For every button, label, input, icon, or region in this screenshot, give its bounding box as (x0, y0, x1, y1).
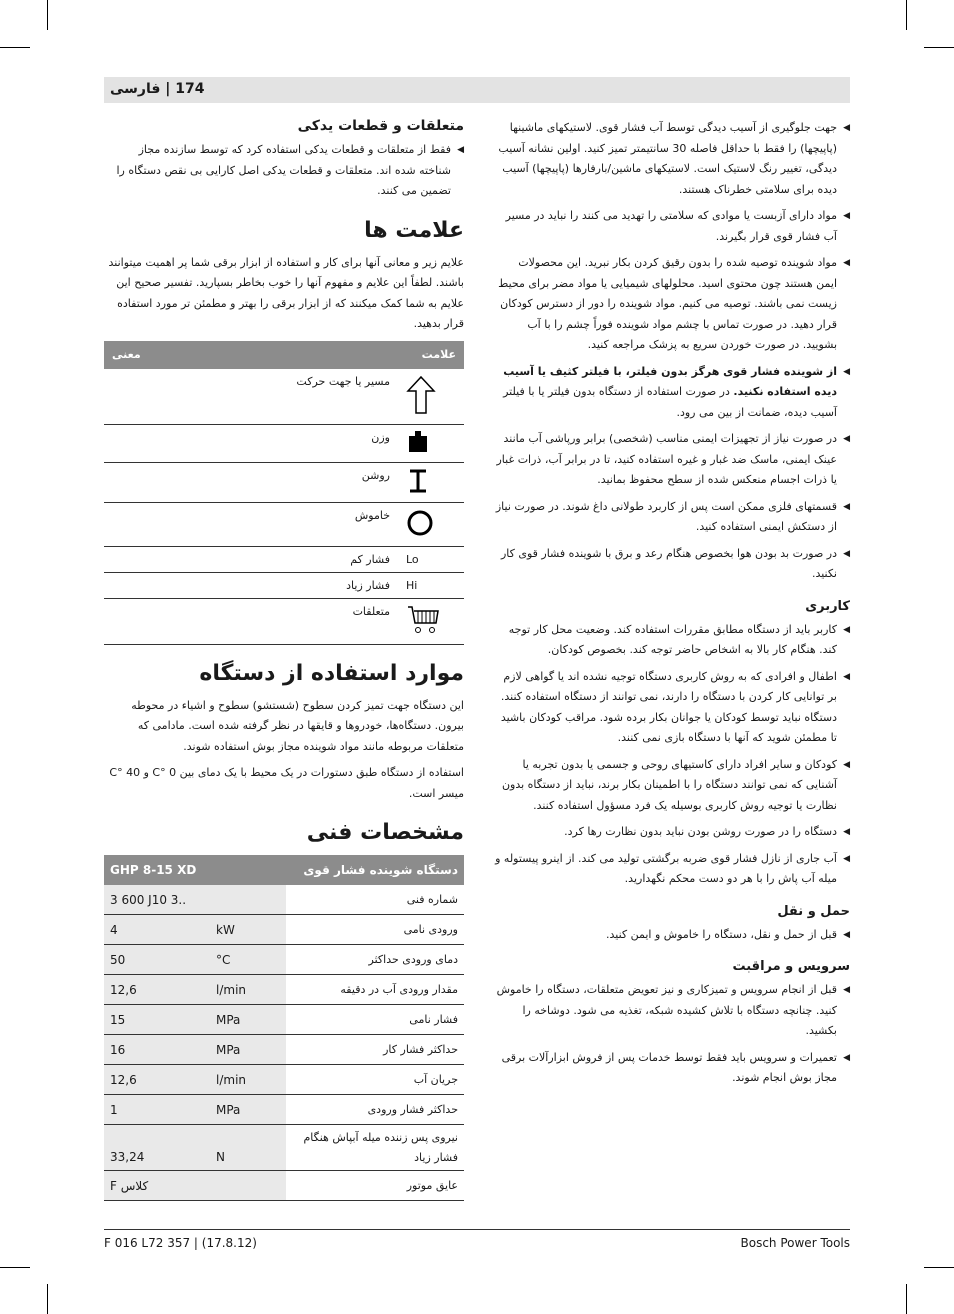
crop-mark (0, 1267, 30, 1268)
spec-name: فشار نامی (286, 1005, 464, 1035)
symbols-heading: علامت ها (364, 217, 464, 243)
spec-value: 1 (104, 1095, 210, 1125)
safety-item-text: در صورت استفاده از دستگاه بدون فیلتر یا با فیلتر آسیب دیده، ضمانت از بین می رود. (503, 385, 837, 419)
crop-mark (924, 1267, 954, 1268)
table-row (104, 915, 464, 945)
transport-item: ◀ قبل از حمل و نقل، دستگاه را خاموش و ایمن کنید. (494, 925, 850, 946)
spec-value: 12,6 (104, 1065, 210, 1095)
symbols-col-meaning: معنی (104, 341, 398, 369)
safety-item: ◀ مواد شوینده توصیه شده را بدون رقیق کردن بکار نبرید. این محصولات ایمن هستند چون محتوی اسید. محلولهای شیمیایی یا مواد مضر برای محیط زیست نمی باشند. توصیه می کنیم. مواد شوینده را دور از دسترس کودکان قرار دهید. در صورت تماس با چشم مواد شوینده فوراً چشم را با آب بشویید. در صورت خوردن سریع به پزشک مراجعه کنید. (494, 253, 850, 356)
footer-brand: Bosch Power Tools (740, 1236, 850, 1250)
crop-mark (47, 1284, 48, 1314)
table-row (104, 598, 464, 644)
spec-unit: MPa (210, 1035, 286, 1065)
work-item: ◀ اطفال و افرادی که به روش کاربری دستگاه توجیه نشده اند یا گواهی لازم بر توانایی کار کردن با دستگاه را دارند، نمی توانند از دستگاه استفاده کنند. دستگاه نباید توسط کودکان یا جوانان بکار برده شود. مراقب کودکان باشید تا مطمئن شوید که آنها با دستگاه بازی نمی کنند. (494, 667, 850, 749)
table-row (104, 424, 464, 462)
crop-mark (906, 0, 907, 30)
page-number-label: 174 | فارسی (110, 81, 205, 97)
safety-item-bold: از شوینده فشار قوی هرگز بدون فیلتر، با فیلتر کثیف یا آسیب دیده استفاده نکنید. (503, 364, 837, 398)
spec-name: مقدار ورودی آب در دقیقه (286, 975, 464, 1005)
table-row (104, 502, 464, 546)
safety-item: ◀ مواد دارای آزبست یا موادی که سلامتی را تهدید می کنند را نباید در مسیر آب فشار قوی قرار بگیرند. (494, 206, 850, 247)
symbol-meaning: وزن (104, 424, 398, 462)
spec-unit (210, 885, 286, 915)
accessories-heading: متعلقات و قطعات یدکی (297, 118, 464, 134)
spec-value: 33,24 (104, 1125, 210, 1171)
work-item: ◀ آب جاری از نازل فشار قوی ضربه برگشتی تولید می کند. از اینرو پیستوله و میله آب پاش را با هر دو دست محکم نگهدارید. (494, 849, 850, 890)
symbol-meaning: مسیر یا جهت حرکت (104, 369, 398, 425)
spec-unit: MPa (210, 1005, 286, 1035)
spec-name: دمای ورودی حداکثر (286, 945, 464, 975)
safety-item: ◀ قسمتهای فلزی ممکن است پس از کاربرد طولانی داغ شوند. در صورت نیاز از دستکش ایمنی استفاده کنید. (494, 497, 850, 538)
table-row (104, 1095, 464, 1125)
symbol-meaning: خاموش (104, 502, 398, 546)
spec-name: ورودی نامی (286, 915, 464, 945)
spec-name: شماره فنی (286, 885, 464, 915)
spec-unit: kW (210, 915, 286, 945)
page-footer (104, 1229, 850, 1250)
footer-doc-number: F 016 L72 357 | (17.8.12) (104, 1236, 257, 1250)
spec-unit: °C (210, 945, 286, 975)
crop-mark (0, 47, 30, 48)
spec-value: 4 (104, 915, 210, 945)
table-row (104, 546, 464, 572)
usage-paragraph: استفاده از دستگاه طبق دستورات در یک محیط با یک دمای بین 0 °C و 40 °C میسر است. (109, 766, 464, 800)
spec-value: 50 (104, 945, 210, 975)
spec-value: 12,6 (104, 975, 210, 1005)
table-row (104, 885, 464, 915)
table-row (104, 572, 464, 598)
safety-item: ◀ در صورت نیاز از تجهیزات ایمنی مناسب (شخصی) برابر ورپاشی آب مانند عینک ایمنی، ماسک ضد غبار و غیره استفاده کنید، تا در برابر آب، ذرات غبار یا ذرات اجسام منعکس شده از سطح محفوظ بمانید. (494, 429, 850, 491)
work-item: ◀ دستگاه را در صورت روشن بودن نباید بدون نظارت رها کرد. (494, 822, 850, 843)
table-row (104, 462, 464, 502)
spec-unit: l/min (210, 1065, 286, 1095)
usage-heading: موارد استفاده از دستگاه (199, 660, 464, 686)
safety-item (494, 362, 850, 424)
right-column (494, 118, 850, 1095)
table-row (104, 1171, 464, 1201)
left-column (104, 118, 464, 1201)
crop-mark (924, 47, 954, 48)
accessories-paragraph: ◀ فقط از متعلقات و قطعات یدکی استفاده کرد که توسط سازنده مجاز شناخته شده اند. متعلقات و قطعات یدکی اصل کارایی بی نقص دستگاه را تضمین می کنند. (104, 140, 464, 202)
safety-item: ◀ در صورت بد بودن هوا بخصوص هنگام رعد و برق با شوینده فشار قوی کار نکنید. (494, 544, 850, 585)
spec-name: جریان آب (286, 1065, 464, 1095)
specs-model: GHP 8-15 XD (104, 855, 286, 885)
table-row (104, 945, 464, 975)
service-item: ◀ قبل از انجام سرویس و تمیزکاری و نیز تعویض متعلقات، دستگاه را خاموش کنید. چنانچه دستگاه با تلاش کشیده شبکه، تغذیه می شود. دوشاخه را بکشید. (494, 980, 850, 1042)
symbol-text: Lo (398, 546, 464, 572)
cart-icon (398, 598, 464, 644)
on-icon (398, 462, 464, 502)
table-row (104, 975, 464, 1005)
spec-unit (210, 1171, 286, 1201)
symbol-text: Hi (398, 572, 464, 598)
specs-heading: مشخصات فنی (306, 820, 464, 845)
page-header-bar (104, 77, 850, 103)
work-item: ◀ کاربر باید از دستگاه مطابق مقررات استفاده کند. وضعیت محل کار توجه کند. هنگام کار بالا به اشخاص حاضر توجه کند. بخصوص کودکان. (494, 620, 850, 661)
service-item: ◀ تعمیرات و سرویس باید فقط توسط خدمات پس از فروش ابزارآلات برقی مجاز بوش انجام شوند. (494, 1048, 850, 1089)
spec-unit: l/min (210, 975, 286, 1005)
crop-mark (906, 1284, 907, 1314)
work-heading: کاربری (805, 598, 850, 614)
spec-value: 3 600 J10 3.. (104, 885, 210, 915)
symbol-meaning: فشار زیاد (104, 572, 398, 598)
off-icon (398, 502, 464, 546)
symbol-meaning: روشن (104, 462, 398, 502)
spec-value: 16 (104, 1035, 210, 1065)
table-row (104, 369, 464, 425)
crop-mark (47, 0, 48, 30)
weight-icon (398, 424, 464, 462)
spec-value: 15 (104, 1005, 210, 1035)
symbols-intro: علایم زیر و معانی آنها برای کار و استفاده از ابزار برقی شما پر اهمیت میتوانند باشند. لطفاً این علایم و مفهوم آنها را خوب بخاطر بسپارید. تفسیر صحیح این علایم به شما کمک میکنند که از ابزار برقی را بهتر و مطمئن تر مورد استفاده قرار بدهید. (108, 255, 464, 330)
spec-unit: MPa (210, 1095, 286, 1125)
symbol-meaning: فشار کم (104, 546, 398, 572)
spec-value: F کلاس (104, 1171, 210, 1201)
direction-arrow-icon (398, 369, 464, 425)
symbol-meaning: متعلقات (104, 598, 398, 644)
spec-name: حداکثر فشار ورودی (286, 1095, 464, 1125)
spec-name: حداکثر فشار کار (286, 1035, 464, 1065)
transport-heading: حمل و نقل (777, 903, 850, 919)
work-item: ◀ کودکان و سایر افراد دارای کاستیهای روحی و جسمی یا بدون تجربه یا آشنایی که نمی توانند دستگاه را با اطمینان بکار برند، نباید از دستگاه بدون نظارت یا توجیه روش کاربری بوسیله یک فرد مسؤول استفاده کنند. (494, 755, 850, 817)
symbols-table (104, 341, 464, 645)
specs-device-label: دستگاه شوینده فشار قوی (286, 855, 464, 885)
safety-item: ◀ جهت جلوگیری از آسیب دیدگی توسط آب فشار قوی. لاستیکهای ماشینها (پاپیچها) را فقط با حداقل فاصله 30 سانتیمتر تمیز کنید. اولین نشانه آسیب دیدگی، تغییر رنگ لاستیک است. لاستیکهای ماشین/بارفارها (پاپیچها) آسیب دیده برای سلامتی خطرناک هستند. (494, 118, 850, 200)
symbols-col-symbol: علامت (398, 341, 464, 369)
table-row (104, 1005, 464, 1035)
service-heading: سرویس و مراقبت (732, 959, 850, 974)
spec-name: نیروی پس زننده میله آبپاش هنگام فشار زیاد (286, 1125, 464, 1171)
table-row (104, 1125, 464, 1171)
spec-unit: N (210, 1125, 286, 1171)
usage-paragraph: این دستگاه جهت تمیز کردن سطوح (شستشو) سطوح و اشیاء در محوطه بیرون. دستگاه‌ها، خودروها و قایقها در نظر گرفته شده است. مادامی که متعلقات مربوطه مانند مواد شوینده مجاز بوش استفاده شوند. (131, 698, 464, 753)
table-row (104, 1065, 464, 1095)
spec-name: عایق موتور (286, 1171, 464, 1201)
specs-table (104, 855, 464, 1201)
table-row (104, 1035, 464, 1065)
